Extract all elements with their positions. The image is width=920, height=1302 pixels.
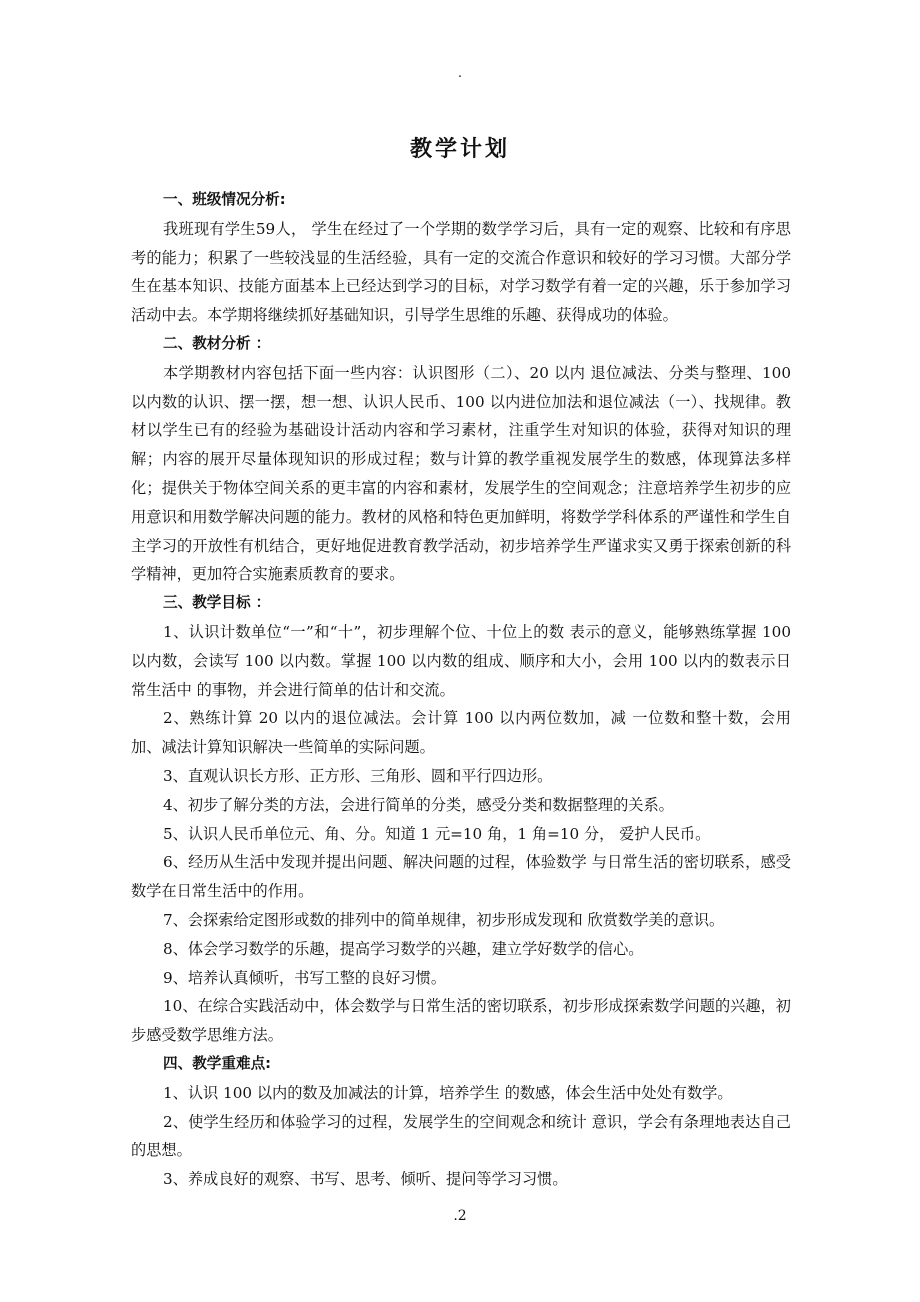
key-point-item-2: 2、使学生经历和体验学习的过程，发展学生的空间观念和统计 意识，学会有条理地表达自己的思想。 bbox=[131, 1112, 791, 1160]
paragraph-textbook-analysis: 本学期教材内容包括下面一些内容：认识图形（二）、20 以内 退位减法、分类与整理、100 以内数的认识、摆一摆，想一想、认识人民币、100 以内进位加法和退位减法（一）、找规律。教材以学生已有的经验为基础设计活动内容和学习素材，注重学生对知识的体验，获得对知识的理解；内容的展开尽量体现知识的形成过程；数与计算的教学重视发展学生的数感，体现算法多样化；提供关于物体空间关系的更丰富的内容和素材，发展学生的空间观念；注意培养学生初步的应用意识和用数学解决问题的能力。教材的风格和特色更加鲜明，将数学学科体系的严谨性和学生自主学习的开放性有机结合，更好地促进教育教学活动，初步培养学生严谨求实又勇于探索创新的科学精神，更加符合实施素质教育的要求。 bbox=[131, 363, 791, 584]
goal-item-4: 4、初步了解分类的方法，会进行简单的分类，感受分类和数据整理的关系。 bbox=[163, 795, 674, 814]
key-point-item-3: 3、养成良好的观察、书写、思考、倾听、提问等学习习惯。 bbox=[163, 1170, 568, 1189]
section-heading-class-analysis: 一、班级情况分析: bbox=[163, 191, 286, 208]
page-number: .2 bbox=[453, 1208, 467, 1224]
goal-item-9: 9、培养认真倾听，书写工整的良好习惯。 bbox=[163, 968, 447, 987]
section-heading-textbook-analysis: 二、教材分析 ： bbox=[163, 334, 271, 352]
header-mark: . bbox=[457, 66, 463, 81]
goal-item-1: 1、认识计数单位“一”和“十”，初步理解个位、十位上的数 表示的意义，能够熟练掌握 100 以内数，会读写 100 以内数。掌握 100 以内数的组成、顺序和大小，会用 100 以内的数表示日常生活中 的事物，并会进行简单的估计和交流。 bbox=[131, 622, 791, 699]
goal-item-10: 10、在综合实践活动中，体会数学与日常生活的密切联系，初步形成探索数学问题的兴趣，初步感受数学思维方法。 bbox=[131, 997, 791, 1045]
key-point-item-1: 1、认识 100 以内的数及加减法的计算，培养学生 的数感，体会生活中处处有数学。 bbox=[163, 1083, 733, 1102]
paragraph-class-analysis: 我班现有学生59人， 学生在经过了一个学期的数学学习后，具有一定的观察、比较和有序思考的能力；积累了一些较浅显的生活经验，具有一定的交流合作意识和较好的学习习惯。大部分学生在基本知识、技能方面基本上已经达到学习的目标，对学习数学有着一定的兴趣，乐于参加学习活动中去。本学期将继续抓好基础知识，引导学生思维的乐趣、获得成功的体验。 bbox=[131, 219, 791, 325]
goal-item-6: 6、经历从生活中发现并提出问题、解决问题的过程，体验数学 与日常生活的密切联系，感受数学在日常生活中的作用。 bbox=[131, 853, 791, 901]
document-body bbox=[131, 186, 791, 1194]
goal-item-8: 8、体会学习数学的乐趣，提高学习数学的兴趣，建立学好数学的信心。 bbox=[163, 939, 644, 958]
goal-item-5: 5、认识人民币单位元、角、分。知道 1 元=10 角，1 角=10 分， 爱护人民币。 bbox=[163, 824, 711, 843]
page-title: 教学计划 bbox=[409, 136, 510, 162]
goal-item-2: 2、熟练计算 20 以内的退位减法。会计算 100 以内两位数加，减 一位数和整十数，会用加、减法计算知识解决一些简单的实际问题。 bbox=[131, 709, 791, 757]
section-heading-teaching-goals: 三、教学目标 ： bbox=[163, 594, 271, 612]
goal-item-3: 3、直观认识长方形、正方形、三角形、圆和平行四边形。 bbox=[163, 766, 553, 785]
section-heading-key-points: 四、教学重难点: bbox=[163, 1054, 271, 1072]
goal-item-7: 7、会探索给定图形或数的排列中的简单规律，初步形成发现和 欣赏数学美的意识。 bbox=[163, 910, 725, 929]
